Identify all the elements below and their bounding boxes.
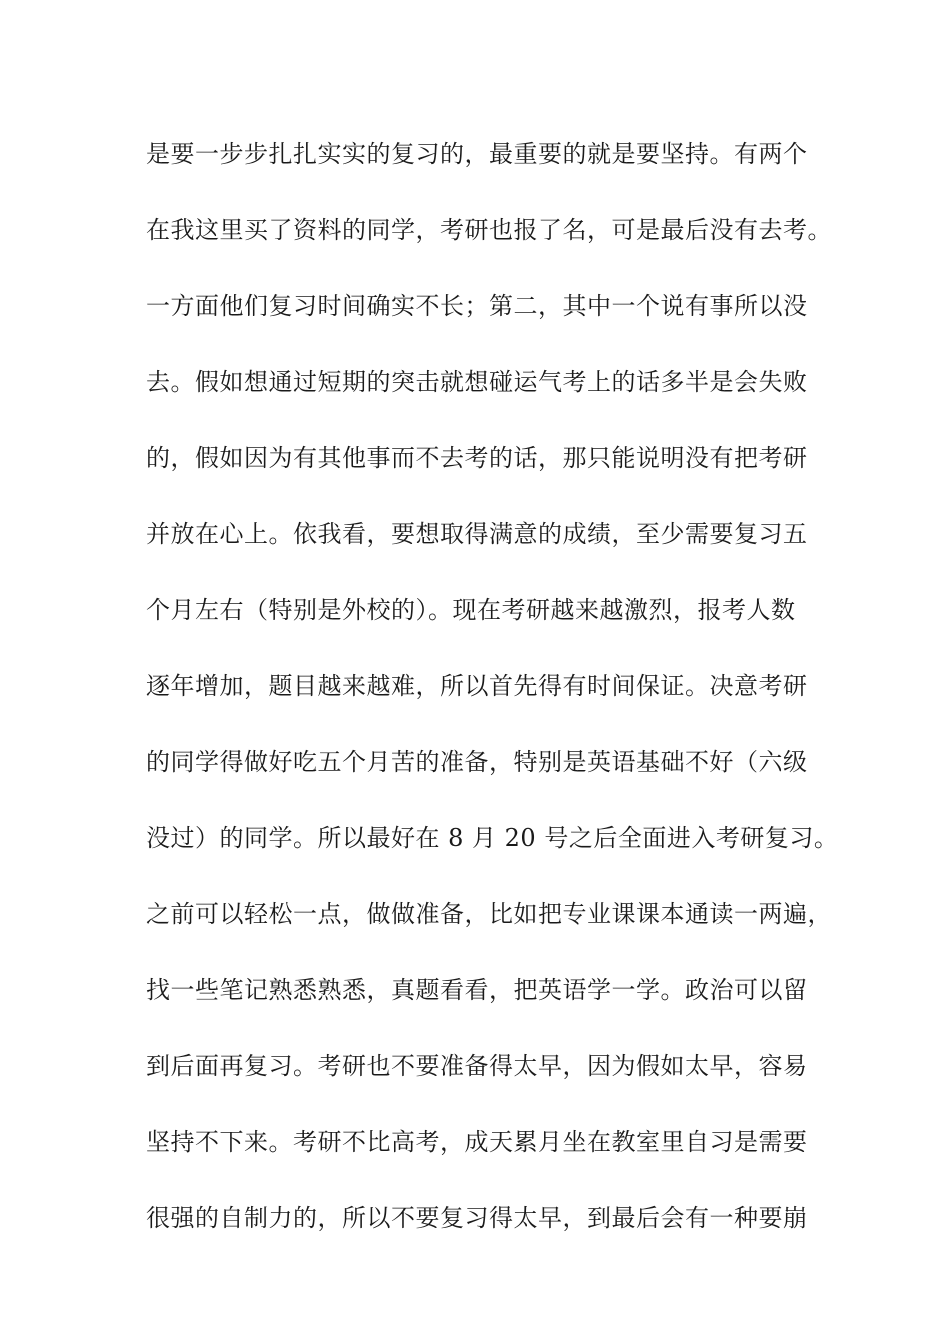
text-line: 逐年增加，题目越来越难，所以首先得有时间保证。决意考研 — [146, 672, 808, 700]
text-line: 一方面他们复习时间确实不长；第二，其中一个说有事所以没 — [146, 292, 808, 320]
text-line: 并放在心上。依我看，要想取得满意的成绩，至少需要复习五 — [146, 520, 808, 548]
text-line: 去。假如想通过短期的突击就想碰运气考上的话多半是会失败 — [146, 368, 808, 396]
text-line: 是要一步步扎扎实实的复习的，最重要的就是要坚持。有两个 — [146, 140, 808, 168]
body-text — [146, 132, 839, 1272]
text-line: 没过）的同学。所以最好在 8 月 20 号之后全面进入考研复习。 — [146, 824, 839, 852]
text-line: 的同学得做好吃五个月苦的准备，特别是英语基础不好（六级 — [146, 748, 808, 776]
text-line: 坚持不下来。考研不比高考，成天累月坐在教室里自习是需要 — [146, 1128, 808, 1156]
text-line: 之前可以轻松一点，做做准备，比如把专业课课本通读一两遍， — [146, 900, 832, 928]
text-line: 在我这里买了资料的同学，考研也报了名，可是最后没有去考。 — [146, 216, 832, 244]
text-line: 很强的自制力的，所以不要复习得太早，到最后会有一种要崩 — [146, 1204, 808, 1232]
text-line: 到后面再复习。考研也不要准备得太早，因为假如太早，容易 — [146, 1052, 808, 1080]
text-line: 个月左右（特别是外校的）。现在考研越来越激烈，报考人数 — [146, 596, 796, 624]
text-line: 找一些笔记熟悉熟悉，真题看看，把英语学一学。政治可以留 — [146, 976, 808, 1004]
text-line: 的，假如因为有其他事而不去考的话，那只能说明没有把考研 — [146, 444, 808, 472]
